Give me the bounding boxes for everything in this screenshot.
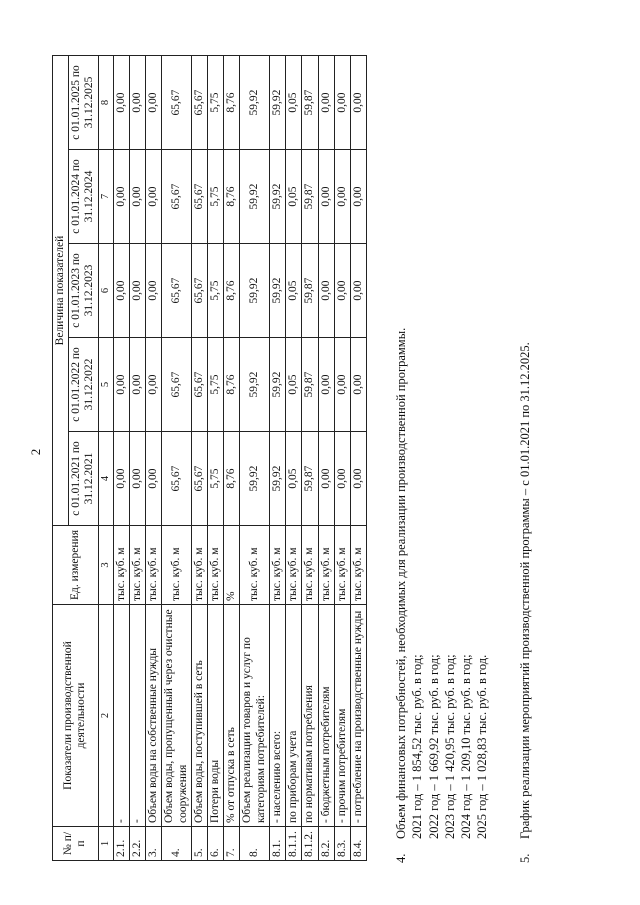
row-value: 0,00 (146, 338, 162, 432)
table-row (208, 56, 224, 861)
row-value: 0,00 (351, 244, 367, 338)
indicators-table (52, 55, 367, 861)
row-value: 0,05 (286, 338, 302, 432)
row-value: 59,87 (302, 244, 318, 338)
row-value: 5,75 (208, 432, 224, 526)
row-indicator: Объем воды на собственные нужды (146, 605, 162, 827)
row-value: 59,87 (302, 56, 318, 150)
row-value: 0,05 (286, 432, 302, 526)
row-value: 0,00 (113, 432, 129, 526)
row-indicator: - потребление на производственные нужды (351, 605, 367, 827)
table-row (302, 56, 318, 861)
row-value: 59,87 (302, 432, 318, 526)
row-value: 0,00 (129, 244, 145, 338)
row-unit: тыс. куб. м (113, 526, 129, 605)
row-value: 0,00 (129, 150, 145, 244)
row-indicator: Объем реализации товаров и услуг по категориям потребителей: (240, 605, 269, 827)
header-unit: Ед. измерения (53, 526, 99, 605)
table-body (113, 56, 367, 861)
row-number: 5. (191, 827, 207, 861)
row-unit: тыс. куб. м (351, 526, 367, 605)
row-unit: тыс. куб. м (146, 526, 162, 605)
row-indicator: Объем воды, поступившей в сеть (191, 605, 207, 827)
row-value: 65,67 (191, 56, 207, 150)
row-indicator: - бюджетным потребителям (318, 605, 334, 827)
column-index: 2 (98, 605, 113, 827)
row-indicator: по приборам учета (286, 605, 302, 827)
row-value: 59,87 (302, 150, 318, 244)
row-value: 59,92 (269, 244, 285, 338)
table-row (162, 56, 191, 861)
row-value: 0,00 (318, 244, 334, 338)
row-value: 0,00 (334, 338, 350, 432)
funding-line: 2023 год – 1 420,95 тыс. руб. в год; (442, 654, 457, 839)
row-value: 59,92 (269, 56, 285, 150)
row-number: 2.1. (113, 827, 129, 861)
row-unit: тыс. куб. м (208, 526, 224, 605)
row-indicator: - (113, 605, 129, 827)
row-value: 0,00 (318, 56, 334, 150)
item-5-title: График реализации мероприятий производственной программы – с 01.01.2021 по 31.12.2025. (517, 342, 532, 839)
header-num: № п/п (53, 827, 99, 861)
row-indicator: - (129, 605, 145, 827)
column-index: 3 (98, 526, 113, 605)
funding-lines (409, 37, 490, 839)
column-index: 4 (98, 432, 113, 526)
table-row (351, 56, 367, 861)
row-value: 65,67 (191, 244, 207, 338)
notes (393, 37, 533, 863)
table-row (113, 56, 129, 861)
row-value: 65,67 (162, 244, 191, 338)
row-number: 8.3. (334, 827, 350, 861)
row-unit: тыс. куб. м (129, 526, 145, 605)
row-indicator: Объем воды, пропущенный через очистные сооружения (162, 605, 191, 827)
row-value: 5,75 (208, 150, 224, 244)
row-value: 59,92 (269, 150, 285, 244)
row-value: 0,00 (351, 150, 367, 244)
row-value: 5,75 (208, 56, 224, 150)
table-row (191, 56, 207, 861)
header-indicator: Показатели производственной деятельности (53, 605, 99, 827)
item-4 (393, 37, 409, 863)
column-index: 1 (98, 827, 113, 861)
item-5 (517, 37, 533, 863)
header-period: с 01.01.2024 по 31.12.2024 (69, 150, 98, 244)
row-value: 65,67 (162, 338, 191, 432)
row-value: 0,05 (286, 150, 302, 244)
column-index: 8 (98, 56, 113, 150)
row-value: 0,00 (334, 432, 350, 526)
row-value: 5,75 (208, 338, 224, 432)
page-number: 2 (28, 448, 43, 456)
row-number: 8.2. (318, 827, 334, 861)
table-row (129, 56, 145, 861)
row-value: 0,05 (286, 56, 302, 150)
row-value: 0,00 (318, 432, 334, 526)
table-row (286, 56, 302, 861)
row-value: 0,00 (113, 244, 129, 338)
row-unit: тыс. куб. м (334, 526, 350, 605)
row-value: 59,92 (240, 56, 269, 150)
item-4-number: 4. (394, 853, 409, 863)
row-value: 65,67 (162, 432, 191, 526)
row-number: 8. (240, 827, 269, 861)
row-value: 8,76 (224, 56, 240, 150)
row-value: 8,76 (224, 432, 240, 526)
row-number: 8.1.1. (286, 827, 302, 861)
row-unit: тыс. куб. м (191, 526, 207, 605)
row-value: 8,76 (224, 150, 240, 244)
row-unit: % (224, 526, 240, 605)
row-value: 0,00 (351, 432, 367, 526)
header-period: с 01.01.2022 по 31.12.2022 (69, 338, 98, 432)
row-number: 8.4. (351, 827, 367, 861)
row-unit: тыс. куб. м (318, 526, 334, 605)
row-indicator: Потери воды (208, 605, 224, 827)
header-group: Величина показателей (53, 56, 69, 526)
rotated-page-content (50, 37, 590, 867)
item-4-title: Объем финансовых потребностей, необходимых для реализации производственной программы. (394, 327, 409, 839)
row-value: 0,00 (129, 56, 145, 150)
row-value: 0,00 (129, 338, 145, 432)
column-index: 5 (98, 338, 113, 432)
row-number: 8.1. (269, 827, 285, 861)
row-number: 8.1.2. (302, 827, 318, 861)
row-unit: тыс. куб. м (269, 526, 285, 605)
header-period: с 01.01.2025 по 31.12.2025 (69, 56, 98, 150)
row-number: 4. (162, 827, 191, 861)
row-value: 0,00 (351, 338, 367, 432)
row-value: 59,92 (240, 150, 269, 244)
row-value: 59,92 (240, 244, 269, 338)
table-row (240, 56, 269, 861)
row-unit: тыс. куб. м (162, 526, 191, 605)
funding-line: 2021 год – 1 854,52 тыс. руб. в год; (410, 654, 425, 839)
row-number: 3. (146, 827, 162, 861)
row-value: 0,00 (146, 432, 162, 526)
row-indicator: по нормативам потребления (302, 605, 318, 827)
row-value: 59,92 (269, 338, 285, 432)
row-value: 59,92 (240, 338, 269, 432)
row-value: 8,76 (224, 244, 240, 338)
row-value: 0,00 (318, 150, 334, 244)
row-unit: тыс. куб. м (240, 526, 269, 605)
column-index: 6 (98, 244, 113, 338)
table-row (318, 56, 334, 861)
row-value: 5,75 (208, 244, 224, 338)
table-row (269, 56, 285, 861)
row-value: 0,00 (146, 150, 162, 244)
row-indicator: - прочим потребителям (334, 605, 350, 827)
funding-line: 2024 год – 1 209,10 тыс. руб. в год; (459, 654, 474, 839)
header-period: с 01.01.2023 по 31.12.2023 (69, 244, 98, 338)
row-value: 0,05 (286, 244, 302, 338)
row-value: 0,00 (334, 244, 350, 338)
row-value: 0,00 (129, 432, 145, 526)
row-value: 0,00 (113, 150, 129, 244)
item-5-number: 5. (517, 853, 532, 863)
row-value: 65,67 (191, 432, 207, 526)
row-indicator: - населению всего: (269, 605, 285, 827)
row-value: 0,00 (334, 56, 350, 150)
row-value: 65,67 (162, 56, 191, 150)
row-value: 65,67 (191, 150, 207, 244)
row-value: 8,76 (224, 338, 240, 432)
row-unit: тыс. куб. м (286, 526, 302, 605)
row-value: 59,92 (269, 432, 285, 526)
row-unit: тыс. куб. м (302, 526, 318, 605)
row-value: 0,00 (113, 338, 129, 432)
row-value: 59,92 (240, 432, 269, 526)
row-value: 65,67 (191, 338, 207, 432)
column-index-row (98, 56, 113, 861)
row-number: 6. (208, 827, 224, 861)
funding-line: 2022 год – 1 669,92 тыс. руб. в год; (426, 654, 441, 839)
table-row (146, 56, 162, 861)
funding-line: 2025 год – 1 028,83 тыс. руб. в год. (475, 654, 490, 839)
row-value: 0,00 (318, 338, 334, 432)
row-value: 59,87 (302, 338, 318, 432)
row-number: 7. (224, 827, 240, 861)
row-value: 0,00 (351, 56, 367, 150)
row-value: 0,00 (146, 244, 162, 338)
row-number: 2.2. (129, 827, 145, 861)
row-value: 65,67 (162, 150, 191, 244)
row-indicator: % от отпуска в сеть (224, 605, 240, 827)
column-index: 7 (98, 150, 113, 244)
row-value: 0,00 (146, 56, 162, 150)
row-value: 0,00 (113, 56, 129, 150)
header-period: с 01.01.2021 по 31.12.2021 (69, 432, 98, 526)
table-row (334, 56, 350, 861)
table-row (224, 56, 240, 861)
row-value: 0,00 (334, 150, 350, 244)
